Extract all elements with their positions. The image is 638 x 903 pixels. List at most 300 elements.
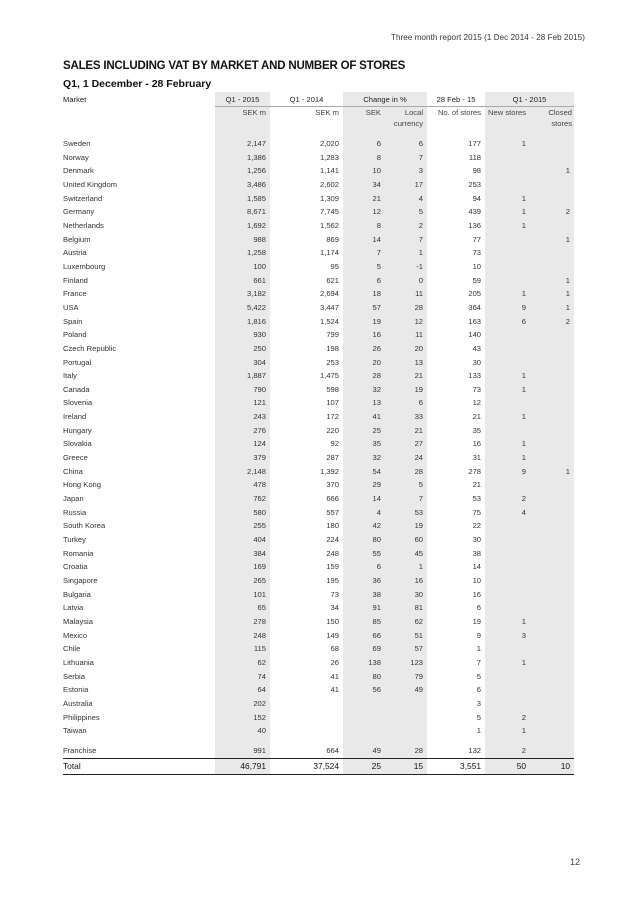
cell-change-local: 49 <box>385 683 427 697</box>
cell-market: Poland <box>63 330 87 340</box>
cell-market: Austria <box>63 248 87 258</box>
table-row <box>63 670 574 684</box>
cell-market: Luxembourg <box>63 261 106 271</box>
cell-market: Slovenia <box>63 398 93 408</box>
cell-sales-2015: 478 <box>215 478 270 492</box>
cell-change-local: 4 <box>385 192 427 206</box>
cell-store-count: 133 <box>468 371 482 381</box>
cell-change-sek: 21 <box>343 192 385 206</box>
cell-store-count: 132 <box>468 745 482 755</box>
cell-sales-2014: 287 <box>326 453 339 463</box>
table-row <box>63 219 574 233</box>
cell-store-count: 3 <box>476 698 482 708</box>
cell-new-stores: 1 <box>485 724 530 738</box>
cell-closed-stores <box>530 356 574 370</box>
cell-store-count: 59 <box>472 275 482 285</box>
cell-store-count: 16 <box>472 589 482 599</box>
cell-sales-2014: 557 <box>326 507 339 517</box>
cell-change-local <box>385 711 427 725</box>
cell-change-local: 20 <box>385 342 427 356</box>
cell-closed-stores: 1 <box>530 301 574 315</box>
table-row <box>63 465 574 479</box>
cell-sales-2014: 666 <box>326 494 339 504</box>
cell-new-stores <box>485 574 530 588</box>
cell-sales-2015: 100 <box>215 260 270 274</box>
cell-store-count: 1 <box>476 644 482 654</box>
cell-closed-stores <box>530 560 574 574</box>
cell-market: Netherlands <box>63 220 104 230</box>
cell-sales-2014: 220 <box>326 425 339 435</box>
cell-store-count: 22 <box>472 521 482 531</box>
table-row <box>63 410 574 424</box>
cell-change-sek: 80 <box>343 533 385 547</box>
cell-sales-2015: 278 <box>215 615 270 629</box>
table-row <box>63 205 574 219</box>
cell-new-stores <box>485 356 530 370</box>
cell-new-stores: 9 <box>485 301 530 315</box>
cell-sales-2015: 379 <box>215 451 270 465</box>
table-row <box>63 424 574 438</box>
cell-sales-2015: 64 <box>215 683 270 697</box>
cell-new-stores <box>485 178 530 192</box>
cell-store-count: 205 <box>468 289 482 299</box>
cell-closed-stores: 1 <box>530 233 574 247</box>
cell-sales-2015: 1,386 <box>215 151 270 165</box>
cell-change-local: 62 <box>385 615 427 629</box>
cell-closed-stores <box>530 519 574 533</box>
cell-change-sek: 66 <box>343 629 385 643</box>
cell-change-sek: 38 <box>343 588 385 602</box>
cell-sales-2014: 7,745 <box>319 207 339 217</box>
cell-closed-stores <box>530 656 574 670</box>
cell-market: Germany <box>63 207 95 217</box>
table-row <box>63 506 574 520</box>
report-header-note: Three month report 2015 (1 Dec 2014 - 28 Feb 2015) <box>391 33 585 42</box>
cell-store-count: 7 <box>476 657 482 667</box>
cell-market: Estonia <box>63 685 89 695</box>
subheader-no-stores: No. of stores <box>437 108 482 117</box>
cell-sales-2015: 169 <box>215 560 270 574</box>
cell-change-sek: 69 <box>343 642 385 656</box>
cell-new-stores: 6 <box>485 315 530 329</box>
cell-new-stores: 2 <box>485 711 530 725</box>
cell-sales-2014: 92 <box>330 439 339 449</box>
table-row <box>63 588 574 602</box>
cell-new-stores <box>485 547 530 561</box>
cell-sales-2015: 65 <box>215 601 270 615</box>
cell-sales-2014: 159 <box>326 562 339 572</box>
table-row <box>63 615 574 629</box>
cell-store-count: 21 <box>472 480 482 490</box>
table-row <box>63 342 574 356</box>
cell-market: Czech Republic <box>63 343 117 353</box>
cell-closed-stores <box>530 711 574 725</box>
cell-closed-stores <box>530 424 574 438</box>
cell-change-sek: 8 <box>343 151 385 165</box>
cell-sales-2015: 276 <box>215 424 270 438</box>
cell-change-sek: 35 <box>343 437 385 451</box>
cell-sales-2015: 8,671 <box>215 205 270 219</box>
cell-new-stores <box>485 642 530 656</box>
cell-closed-stores: 1 <box>530 287 574 301</box>
cell-new-stores: 1 <box>485 656 530 670</box>
cell-change-sek: 6 <box>343 274 385 288</box>
cell-market: Finland <box>63 275 88 285</box>
cell-sales-2014: 799 <box>326 330 339 340</box>
cell-closed-stores <box>530 547 574 561</box>
cell-store-count: 136 <box>468 220 482 230</box>
cell-change-sek: 41 <box>343 410 385 424</box>
cell-change-sek: 32 <box>343 383 385 397</box>
table-row <box>63 356 574 370</box>
cell-change-sek: 25 <box>343 758 385 774</box>
cell-new-stores: 9 <box>485 465 530 479</box>
cell-store-count: 98 <box>472 166 482 176</box>
cell-new-stores: 3 <box>485 629 530 643</box>
cell-new-stores: 1 <box>485 437 530 451</box>
cell-store-count: 10 <box>472 576 482 585</box>
cell-change-local: 57 <box>385 642 427 656</box>
subheader-sek: SEK <box>343 107 385 132</box>
cell-sales-2015: 243 <box>215 410 270 424</box>
cell-sales-2014: 1,562 <box>319 220 339 230</box>
cell-new-stores <box>485 588 530 602</box>
table-row <box>63 328 574 342</box>
cell-sales-2014: 180 <box>326 521 339 531</box>
cell-store-count: 16 <box>472 439 482 449</box>
cell-closed-stores <box>530 697 574 711</box>
cell-sales-2015: 580 <box>215 506 270 520</box>
cell-closed-stores <box>530 492 574 506</box>
cell-change-local: 7 <box>385 233 427 247</box>
cell-new-stores: 1 <box>485 410 530 424</box>
cell-sales-2015: 250 <box>215 342 270 356</box>
cell-change-local: 2 <box>385 219 427 233</box>
cell-sales-2014: 107 <box>326 398 339 408</box>
cell-change-local: 28 <box>385 301 427 315</box>
cell-store-count: 38 <box>472 548 482 558</box>
cell-change-local: 53 <box>385 506 427 520</box>
cell-change-local: 17 <box>385 178 427 192</box>
cell-market: Australia <box>63 698 93 708</box>
cell-closed-stores <box>530 629 574 643</box>
cell-sales-2014: 95 <box>330 261 339 271</box>
cell-closed-stores <box>530 219 574 233</box>
header-28feb: 28 Feb - 15 <box>427 92 485 107</box>
cell-change-sek: 57 <box>343 301 385 315</box>
cell-new-stores: 1 <box>485 137 530 151</box>
cell-store-count: 12 <box>472 398 482 408</box>
cell-sales-2015: 1,585 <box>215 192 270 206</box>
cell-sales-2014: 172 <box>326 412 339 422</box>
header-q1-2014: Q1 - 2014 <box>270 92 343 107</box>
cell-market: Malaysia <box>63 616 93 626</box>
cell-sales-2015: 265 <box>215 574 270 588</box>
cell-change-local: 6 <box>385 137 427 151</box>
cell-closed-stores <box>530 588 574 602</box>
cell-sales-2014: 1,174 <box>319 248 339 258</box>
cell-market: Latvia <box>63 603 84 613</box>
cell-closed-stores <box>530 137 574 151</box>
table-row <box>63 315 574 329</box>
cell-sales-2015: 930 <box>215 328 270 342</box>
subheader-sekm-2015: SEK m <box>215 107 270 132</box>
cell-sales-2014: 248 <box>326 548 339 558</box>
cell-closed-stores <box>530 260 574 274</box>
cell-change-local: 7 <box>385 492 427 506</box>
cell-sales-2014: 195 <box>326 576 339 585</box>
cell-new-stores <box>485 151 530 165</box>
cell-sales-2015: 988 <box>215 233 270 247</box>
cell-change-sek: 55 <box>343 547 385 561</box>
page-title: SALES INCLUDING VAT BY MARKET AND NUMBER OF STORES <box>63 60 406 72</box>
cell-market: Russia <box>63 507 87 517</box>
cell-store-count: 10 <box>472 261 482 271</box>
cell-new-stores <box>485 478 530 492</box>
cell-sales-2014: 224 <box>326 535 339 545</box>
cell-change-sek: 4 <box>343 506 385 520</box>
header-market: Market <box>63 94 87 104</box>
cell-sales-2015: 255 <box>215 519 270 533</box>
cell-closed-stores <box>530 369 574 383</box>
cell-change-sek: 85 <box>343 615 385 629</box>
cell-new-stores: 1 <box>485 451 530 465</box>
cell-change-local: 15 <box>385 758 427 774</box>
cell-change-local: 21 <box>385 424 427 438</box>
table-row <box>63 260 574 274</box>
cell-sales-2015: 304 <box>215 356 270 370</box>
cell-change-sek <box>343 711 385 725</box>
cell-change-local: 28 <box>385 744 427 758</box>
cell-market: Canada <box>63 384 90 394</box>
cell-change-local: 6 <box>385 396 427 410</box>
cell-sales-2015: 101 <box>215 588 270 602</box>
cell-market: Sweden <box>63 139 91 148</box>
cell-sales-2015: 248 <box>215 629 270 643</box>
cell-sales-2015: 202 <box>215 697 270 711</box>
cell-new-stores <box>485 274 530 288</box>
cell-sales-2015: 404 <box>215 533 270 547</box>
cell-change-local: 33 <box>385 410 427 424</box>
cell-closed-stores <box>530 724 574 738</box>
cell-change-sek: 42 <box>343 519 385 533</box>
sales-table <box>63 92 574 775</box>
cell-market: Lithuania <box>63 657 94 667</box>
cell-closed-stores <box>530 601 574 615</box>
cell-market: China <box>63 466 83 476</box>
cell-new-stores: 1 <box>485 205 530 219</box>
cell-sales-2014: 150 <box>326 616 339 626</box>
table-row <box>63 301 574 315</box>
cell-store-count: 43 <box>472 343 482 353</box>
cell-change-local: 11 <box>385 287 427 301</box>
table-row <box>63 396 574 410</box>
table-row <box>63 287 574 301</box>
cell-change-sek <box>343 697 385 711</box>
cell-market: Croatia <box>63 562 88 572</box>
cell-closed-stores: 2 <box>530 205 574 219</box>
cell-closed-stores <box>530 478 574 492</box>
cell-closed-stores <box>530 342 574 356</box>
cell-closed-stores <box>530 151 574 165</box>
cell-new-stores <box>485 697 530 711</box>
cell-change-local <box>385 697 427 711</box>
cell-store-count: 30 <box>472 535 482 545</box>
table-row <box>63 574 574 588</box>
cell-market: Hungary <box>63 425 92 435</box>
cell-store-count: 21 <box>472 412 482 422</box>
cell-market: Singapore <box>63 576 98 585</box>
cell-change-local: 81 <box>385 601 427 615</box>
cell-change-sek: 10 <box>343 164 385 178</box>
table-row <box>63 629 574 643</box>
cell-change-sek: 13 <box>343 396 385 410</box>
cell-closed-stores <box>530 246 574 260</box>
cell-sales-2014: 1,475 <box>319 371 339 381</box>
cell-change-sek: 138 <box>343 656 385 670</box>
cell-sales-2014: 2,020 <box>319 139 339 148</box>
cell-market: Total <box>63 758 215 774</box>
cell-new-stores: 1 <box>485 287 530 301</box>
cell-change-local: 19 <box>385 519 427 533</box>
header-q1-2015-stores: Q1 - 2015 <box>485 92 574 107</box>
cell-change-local: 51 <box>385 629 427 643</box>
cell-market: Hong Kong <box>63 480 101 490</box>
table-row <box>63 274 574 288</box>
cell-new-stores <box>485 260 530 274</box>
table-row <box>63 151 574 165</box>
cell-new-stores <box>485 601 530 615</box>
cell-change-local <box>385 724 427 738</box>
page-subtitle: Q1, 1 December - 28 February <box>63 78 212 90</box>
subheader-local-currency: Local currency <box>385 107 427 132</box>
table-row <box>63 683 574 697</box>
cell-change-sek: 8 <box>343 219 385 233</box>
cell-sales-2014: 26 <box>330 657 339 667</box>
cell-new-stores <box>485 424 530 438</box>
cell-store-count: 1 <box>476 726 482 736</box>
cell-market: USA <box>63 302 79 312</box>
table-row <box>63 547 574 561</box>
cell-sales-2014: 41 <box>330 671 339 681</box>
cell-closed-stores <box>530 642 574 656</box>
cell-market: Serbia <box>63 671 85 681</box>
cell-change-sek: 18 <box>343 287 385 301</box>
cell-store-count: 5 <box>476 712 482 722</box>
cell-sales-2014 <box>270 697 343 711</box>
cell-change-sek: 14 <box>343 233 385 247</box>
cell-closed-stores: 10 <box>530 758 574 774</box>
subheader-closed-stores: Closed stores <box>530 107 574 132</box>
cell-change-sek: 80 <box>343 670 385 684</box>
cell-store-count: 177 <box>468 139 482 148</box>
cell-sales-2015: 762 <box>215 492 270 506</box>
cell-change-local: 5 <box>385 205 427 219</box>
table-row <box>63 560 574 574</box>
table-row <box>63 533 574 547</box>
table-row <box>63 724 574 738</box>
cell-sales-2014: 1,141 <box>319 166 339 176</box>
cell-change-local: 11 <box>385 328 427 342</box>
cell-market: Chile <box>63 644 81 654</box>
cell-sales-2014: 621 <box>326 275 339 285</box>
cell-closed-stores <box>530 670 574 684</box>
cell-change-local: 30 <box>385 588 427 602</box>
table-row <box>63 164 574 178</box>
cell-new-stores: 50 <box>485 758 530 774</box>
cell-market: Romania <box>63 548 94 558</box>
cell-new-stores: 1 <box>485 192 530 206</box>
cell-change-local: 45 <box>385 547 427 561</box>
cell-closed-stores <box>530 533 574 547</box>
cell-sales-2015: 2,147 <box>215 137 270 151</box>
cell-change-local: 19 <box>385 383 427 397</box>
cell-market: Mexico <box>63 630 88 640</box>
table-row <box>63 437 574 451</box>
cell-closed-stores: 1 <box>530 164 574 178</box>
cell-change-sek: 56 <box>343 683 385 697</box>
cell-store-count: 5 <box>476 671 482 681</box>
cell-sales-2014 <box>270 724 343 738</box>
cell-new-stores <box>485 396 530 410</box>
cell-sales-2015: 1,887 <box>215 369 270 383</box>
cell-store-count: 364 <box>468 302 482 312</box>
cell-new-stores <box>485 342 530 356</box>
cell-market: Turkey <box>63 535 86 545</box>
cell-new-stores: 1 <box>485 219 530 233</box>
table-row <box>63 137 574 151</box>
cell-sales-2014: 68 <box>330 644 339 654</box>
cell-market: France <box>63 289 87 299</box>
cell-closed-stores <box>530 396 574 410</box>
cell-market: Franchise <box>63 745 97 755</box>
subheader-new-stores: New stores <box>485 107 530 132</box>
cell-sales-2015: 62 <box>215 656 270 670</box>
cell-sales-2015: 74 <box>215 670 270 684</box>
cell-change-local: -1 <box>385 260 427 274</box>
cell-change-local: 13 <box>385 356 427 370</box>
table-row <box>63 383 574 397</box>
cell-closed-stores <box>530 574 574 588</box>
cell-store-count: 278 <box>468 466 482 476</box>
cell-change-sek: 19 <box>343 315 385 329</box>
cell-market: Switzerland <box>63 193 103 203</box>
cell-store-count: 30 <box>472 357 482 367</box>
cell-new-stores: 4 <box>485 506 530 520</box>
cell-market: Norway <box>63 152 89 162</box>
cell-market: Philippines <box>63 712 100 722</box>
cell-closed-stores <box>530 615 574 629</box>
cell-store-count: 35 <box>472 425 482 435</box>
cell-change-local: 21 <box>385 369 427 383</box>
cell-change-sek: 25 <box>343 424 385 438</box>
table-row <box>63 192 574 206</box>
table-row <box>63 369 574 383</box>
cell-change-local: 1 <box>385 246 427 260</box>
cell-market: Denmark <box>63 166 94 176</box>
table-row <box>63 178 574 192</box>
table-row <box>63 478 574 492</box>
cell-market: Belgium <box>63 234 91 244</box>
cell-store-count: 439 <box>468 207 482 217</box>
cell-change-sek: 7 <box>343 246 385 260</box>
cell-change-local: 12 <box>385 315 427 329</box>
cell-sales-2014: 41 <box>330 685 339 695</box>
cell-market: Taiwan <box>63 726 87 736</box>
cell-change-sek: 91 <box>343 601 385 615</box>
cell-store-count: 163 <box>468 316 482 326</box>
cell-sales-2014: 37,524 <box>270 758 343 774</box>
